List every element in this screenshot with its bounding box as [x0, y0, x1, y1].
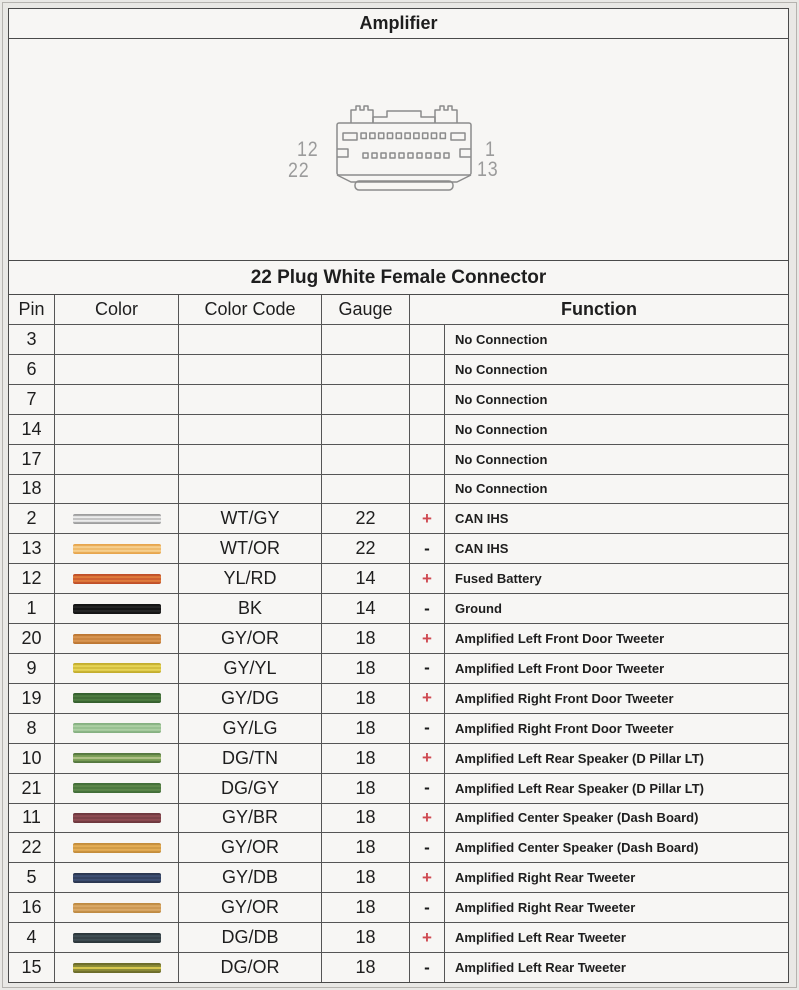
- wire-swatch: [73, 723, 161, 733]
- column-header-color-code: Color Code: [178, 295, 321, 324]
- color-code-cell: [178, 384, 321, 414]
- polarity-cell: [409, 474, 444, 504]
- wire-swatch: [73, 933, 161, 943]
- column-header-color: Color: [54, 295, 178, 324]
- function-cell: Fused Battery: [444, 563, 788, 593]
- polarity-cell: -: [409, 713, 444, 743]
- color-code-cell: GY/OR: [178, 623, 321, 653]
- color-code-cell: GY/DB: [178, 862, 321, 892]
- gauge-cell: 18: [321, 713, 409, 743]
- function-cell: Amplified Left Rear Tweeter: [444, 922, 788, 952]
- function-cell: No Connection: [444, 474, 788, 504]
- gauge-cell: 18: [321, 683, 409, 713]
- connector-pin-label-bottom-left: 22: [288, 159, 310, 182]
- pin-cell: 9: [9, 653, 54, 683]
- color-code-cell: YL/RD: [178, 563, 321, 593]
- polarity-cell: +: [409, 743, 444, 773]
- wire-swatch: [73, 693, 161, 703]
- color-cell: [54, 653, 178, 683]
- function-cell: Amplified Right Rear Tweeter: [444, 892, 788, 922]
- polarity-cell: [409, 324, 444, 354]
- wire-swatch: [73, 663, 161, 673]
- color-code-cell: [178, 474, 321, 504]
- pin-cell: 3: [9, 324, 54, 354]
- pin-cell: 12: [9, 563, 54, 593]
- gauge-cell: 22: [321, 503, 409, 533]
- pin-cell: 2: [9, 503, 54, 533]
- function-cell: No Connection: [444, 384, 788, 414]
- gauge-cell: [321, 474, 409, 504]
- color-cell: [54, 683, 178, 713]
- color-cell: [54, 563, 178, 593]
- color-code-cell: GY/LG: [178, 713, 321, 743]
- gauge-cell: [321, 384, 409, 414]
- connector-pin-label-top-left: 12: [297, 138, 319, 161]
- pin-cell: 18: [9, 474, 54, 504]
- function-cell: No Connection: [444, 414, 788, 444]
- polarity-cell: -: [409, 832, 444, 862]
- function-cell: No Connection: [444, 444, 788, 474]
- color-code-cell: DG/DB: [178, 922, 321, 952]
- color-code-cell: [178, 414, 321, 444]
- function-cell: Amplified Left Front Door Tweeter: [444, 653, 788, 683]
- function-cell: Amplified Center Speaker (Dash Board): [444, 832, 788, 862]
- color-cell: [54, 503, 178, 533]
- polarity-cell: +: [409, 623, 444, 653]
- polarity-cell: -: [409, 533, 444, 563]
- pin-cell: 4: [9, 922, 54, 952]
- wire-swatch: [73, 783, 161, 793]
- pin-cell: 5: [9, 862, 54, 892]
- connector-pin-label-top-right: 1: [485, 138, 496, 161]
- gauge-cell: 18: [321, 623, 409, 653]
- function-cell: No Connection: [444, 354, 788, 384]
- pin-cell: 15: [9, 952, 54, 982]
- color-cell: [54, 593, 178, 623]
- function-cell: Amplified Left Front Door Tweeter: [444, 623, 788, 653]
- pin-cell: 21: [9, 773, 54, 803]
- function-cell: Amplified Right Front Door Tweeter: [444, 683, 788, 713]
- color-code-cell: DG/GY: [178, 773, 321, 803]
- polarity-cell: +: [409, 563, 444, 593]
- wire-swatch: [73, 873, 161, 883]
- polarity-cell: +: [409, 922, 444, 952]
- pin-cell: 19: [9, 683, 54, 713]
- polarity-cell: -: [409, 773, 444, 803]
- column-header-pin: Pin: [18, 299, 45, 319]
- polarity-cell: -: [409, 653, 444, 683]
- gauge-cell: 18: [321, 803, 409, 833]
- gauge-cell: 18: [321, 952, 409, 982]
- wire-swatch: [73, 813, 161, 823]
- function-cell: Amplified Right Front Door Tweeter: [444, 713, 788, 743]
- gauge-cell: [321, 354, 409, 384]
- color-cell: [54, 922, 178, 952]
- color-code-cell: DG/OR: [178, 952, 321, 982]
- polarity-cell: [409, 354, 444, 384]
- color-code-cell: GY/OR: [178, 892, 321, 922]
- function-cell: CAN IHS: [444, 533, 788, 563]
- function-cell: No Connection: [444, 324, 788, 354]
- wire-swatch: [73, 903, 161, 913]
- column-header-gauge: Gauge: [321, 295, 409, 324]
- wire-swatch: [73, 544, 161, 554]
- gauge-cell: 18: [321, 862, 409, 892]
- wire-swatch: [73, 634, 161, 644]
- color-cell: [54, 713, 178, 743]
- wiring-diagram-sheet: [8, 8, 789, 983]
- pin-cell: 11: [9, 803, 54, 833]
- polarity-cell: -: [409, 952, 444, 982]
- color-cell: [54, 803, 178, 833]
- function-cell: CAN IHS: [444, 503, 788, 533]
- color-code-cell: GY/YL: [178, 653, 321, 683]
- polarity-cell: -: [409, 593, 444, 623]
- color-cell: [54, 533, 178, 563]
- color-cell: [54, 444, 178, 474]
- connector-drawing-area: [9, 39, 788, 260]
- wire-swatch: [73, 963, 161, 973]
- pin-cell: 1: [9, 593, 54, 623]
- function-cell: Ground: [444, 593, 788, 623]
- color-code-cell: GY/OR: [178, 832, 321, 862]
- function-cell: Amplified Right Rear Tweeter: [444, 862, 788, 892]
- color-cell: [54, 384, 178, 414]
- gauge-cell: 18: [321, 922, 409, 952]
- function-cell: Amplified Left Rear Speaker (D Pillar LT): [444, 743, 788, 773]
- function-cell: Amplified Left Rear Tweeter: [444, 952, 788, 982]
- pin-cell: 13: [9, 533, 54, 563]
- color-cell: [54, 892, 178, 922]
- wire-swatch: [73, 604, 161, 614]
- gauge-cell: [321, 414, 409, 444]
- color-code-cell: [178, 444, 321, 474]
- color-code-cell: WT/OR: [178, 533, 321, 563]
- polarity-cell: +: [409, 862, 444, 892]
- pin-cell: 14: [9, 414, 54, 444]
- polarity-cell: -: [409, 892, 444, 922]
- polarity-cell: +: [409, 803, 444, 833]
- pinout-table: [9, 295, 788, 982]
- polarity-cell: +: [409, 503, 444, 533]
- gauge-cell: 18: [321, 773, 409, 803]
- connector-pin-label-bottom-right: 13: [477, 158, 499, 181]
- color-code-cell: DG/TN: [178, 743, 321, 773]
- color-code-cell: [178, 354, 321, 384]
- color-cell: [54, 474, 178, 504]
- color-cell: [54, 952, 178, 982]
- connector-22pin-icon: [329, 97, 479, 199]
- gauge-cell: 22: [321, 533, 409, 563]
- color-cell: [54, 623, 178, 653]
- color-code-cell: GY/BR: [178, 803, 321, 833]
- diagram-title: Amplifier: [9, 9, 788, 39]
- color-cell: [54, 832, 178, 862]
- pin-cell: 17: [9, 444, 54, 474]
- pin-cell: 10: [9, 743, 54, 773]
- gauge-cell: 18: [321, 743, 409, 773]
- gauge-cell: 14: [321, 593, 409, 623]
- gauge-cell: 14: [321, 563, 409, 593]
- color-code-cell: WT/GY: [178, 503, 321, 533]
- pin-cell: 20: [9, 623, 54, 653]
- connector-heading: 22 Plug White Female Connector: [9, 260, 788, 295]
- wire-swatch: [73, 843, 161, 853]
- pin-cell: 16: [9, 892, 54, 922]
- gauge-cell: 18: [321, 653, 409, 683]
- polarity-cell: [409, 444, 444, 474]
- color-cell: [54, 743, 178, 773]
- polarity-cell: [409, 384, 444, 414]
- color-cell: [54, 773, 178, 803]
- pin-cell: 7: [9, 384, 54, 414]
- gauge-cell: [321, 324, 409, 354]
- gauge-cell: 18: [321, 832, 409, 862]
- function-cell: Amplified Center Speaker (Dash Board): [444, 803, 788, 833]
- wire-swatch: [73, 574, 161, 584]
- color-code-cell: BK: [178, 593, 321, 623]
- color-cell: [54, 324, 178, 354]
- pin-cell: 8: [9, 713, 54, 743]
- wire-swatch: [73, 753, 161, 763]
- color-cell: [54, 862, 178, 892]
- gauge-cell: [321, 444, 409, 474]
- color-cell: [54, 354, 178, 384]
- function-cell: Amplified Left Rear Speaker (D Pillar LT): [444, 773, 788, 803]
- pin-cell: 22: [9, 832, 54, 862]
- color-code-cell: [178, 324, 321, 354]
- polarity-cell: +: [409, 683, 444, 713]
- column-header-function: Function: [409, 295, 788, 324]
- gauge-cell: 18: [321, 892, 409, 922]
- polarity-cell: [409, 414, 444, 444]
- color-code-cell: GY/DG: [178, 683, 321, 713]
- color-cell: [54, 414, 178, 444]
- wire-swatch: [73, 514, 161, 524]
- pin-cell: 6: [9, 354, 54, 384]
